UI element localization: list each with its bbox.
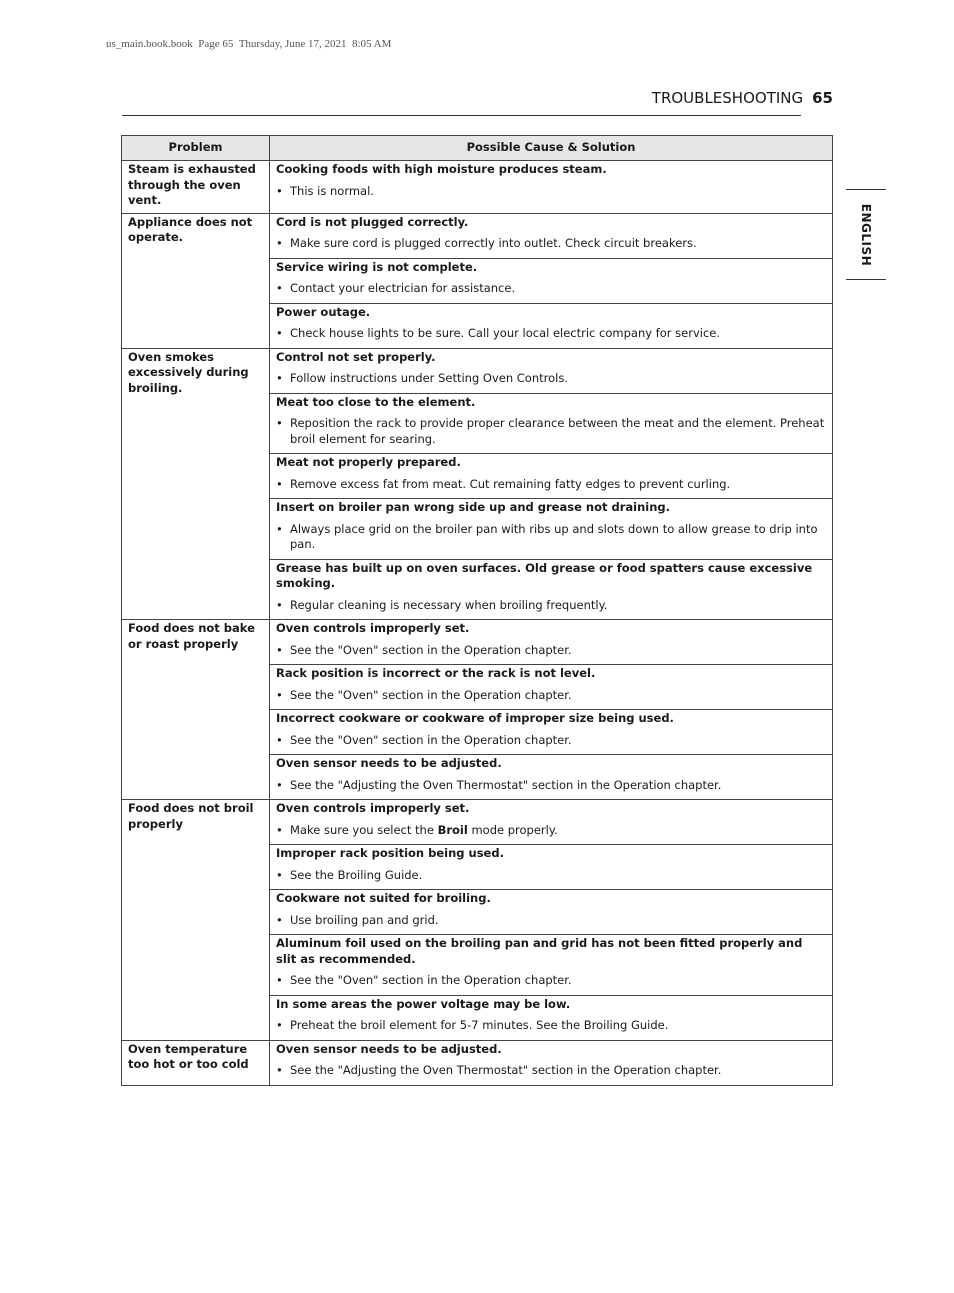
bullet-icon: •	[276, 371, 283, 385]
solution-text: See the Broiling Guide.	[290, 867, 423, 882]
solution-text: mode properly.	[467, 822, 558, 837]
cause-text: Incorrect cookware or cookware of improper size being used.	[276, 711, 674, 725]
bullet-icon: •	[276, 416, 283, 430]
solution-cell	[270, 890, 833, 935]
table-row	[122, 348, 833, 393]
solution-bullet	[276, 598, 826, 614]
solution-cell	[270, 935, 833, 996]
solution-bullet	[276, 281, 826, 297]
cause-text: Meat not properly prepared.	[276, 455, 461, 469]
solution-cell	[270, 800, 833, 845]
page-number: 65	[812, 89, 833, 107]
solution-cell	[270, 995, 833, 1040]
solution-text: Preheat the broil element for 5-7 minutes. See the Broiling Guide.	[290, 1018, 669, 1032]
solution-cell	[270, 559, 833, 620]
table-row	[122, 161, 833, 214]
bullet-icon: •	[276, 777, 283, 792]
bullet-icon: •	[276, 236, 283, 250]
problem-cell: Appliance does not operate.	[122, 213, 270, 348]
solution-bullet	[276, 778, 826, 794]
bullet-icon: •	[276, 732, 283, 747]
bullet-icon: •	[276, 1063, 283, 1077]
solution-text: See the "Adjusting the Oven Thermostat" section in the Operation chapter.	[290, 1063, 722, 1077]
table-row	[122, 800, 833, 845]
solution-cell	[270, 303, 833, 348]
cause-text: Oven sensor needs to be adjusted.	[276, 756, 502, 770]
solution-cell	[270, 348, 833, 393]
cause-text: Oven controls improperly set.	[276, 801, 470, 815]
solution-cell	[270, 620, 833, 665]
bullet-icon: •	[276, 912, 283, 927]
bullet-icon: •	[276, 973, 283, 987]
solution-text: This is normal.	[290, 183, 374, 198]
bullet-icon: •	[276, 281, 283, 295]
solution-bullet	[276, 416, 826, 447]
solution-cell	[270, 665, 833, 710]
solution-text: Contact your electrician for assistance.	[290, 281, 516, 295]
solution-bullet	[276, 868, 826, 884]
solution-text: Regular cleaning is necessary when broiling frequently.	[290, 597, 608, 612]
cause-text: Control not set properly.	[276, 349, 436, 364]
solution-cell	[270, 161, 833, 214]
solution-bullet	[276, 733, 826, 749]
solution-text: Remove excess fat from meat. Cut remaining fatty edges to prevent curling.	[290, 476, 731, 491]
problem-cell: Food does not broil properly	[122, 800, 270, 1041]
solution-text: Check house lights to be sure. Call your local electric company for service.	[290, 326, 721, 340]
solution-bullet	[276, 326, 826, 342]
table-row	[122, 620, 833, 665]
table-header-row	[122, 136, 833, 161]
bullet-icon: •	[276, 1018, 283, 1032]
problem-cell: Food does not bake or roast properly	[122, 620, 270, 800]
bullet-icon: •	[276, 822, 283, 837]
problem-cell: Steam is exhausted through the oven vent.	[122, 161, 270, 214]
solution-text: See the "Oven" section in the Operation chapter.	[290, 732, 572, 747]
cause-text: Grease has built up on oven surfaces. Old grease or food spatters cause excessive smoking.	[276, 560, 813, 590]
cause-text: Aluminum foil used on the broiling pan and grid has not been fitted properly and slit as recommended.	[276, 936, 803, 966]
bullet-icon: •	[276, 597, 283, 612]
column-header-problem: Problem	[122, 136, 270, 161]
solution-bullet	[276, 688, 826, 704]
problem-cell: Oven smokes excessively during broiling.	[122, 348, 270, 620]
solution-bullet	[276, 1063, 826, 1079]
header-text	[652, 89, 833, 107]
solution-text: Follow instructions under Setting Oven Controls.	[290, 371, 568, 385]
bullet-icon: •	[276, 521, 283, 536]
solution-text: See the "Adjusting the Oven Thermostat" section in the Operation chapter.	[290, 777, 722, 792]
column-header-solution: Possible Cause & Solution	[270, 136, 833, 161]
solution-text: See the "Oven" section in the Operation chapter.	[290, 973, 572, 987]
cause-text: Oven controls improperly set.	[276, 621, 470, 635]
solution-bullet	[276, 184, 826, 200]
bullet-icon: •	[276, 867, 283, 882]
solution-bullet	[276, 643, 826, 659]
cause-text: Service wiring is not complete.	[276, 259, 478, 274]
solution-text: Reposition the rack to provide proper clearance between the meat and the element. Preheat broil element for searing.	[290, 416, 825, 446]
book-file-info: us_main.book.book Page 65 Thursday, June 17, 2021 8:05 AM	[106, 38, 392, 50]
section-title: TROUBLESHOOTING	[651, 89, 804, 107]
bullet-icon: •	[276, 642, 283, 657]
cause-text: Oven sensor needs to be adjusted.	[276, 1041, 502, 1056]
table-row	[122, 1040, 833, 1085]
table-row	[122, 213, 833, 258]
cause-text: Improper rack position being used.	[276, 846, 504, 860]
language-label: ENGLISH	[859, 203, 873, 266]
page-header	[122, 89, 833, 116]
header-rule	[122, 115, 801, 116]
solution-bullet	[276, 522, 826, 553]
solution-text: Always place grid on the broiler pan with ribs up and slots down to allow grease to drip into pan.	[290, 521, 818, 551]
solution-cell	[270, 258, 833, 303]
cause-text: Meat too close to the element.	[276, 394, 476, 409]
solution-bullet	[276, 1018, 826, 1034]
solution-text: See the "Oven" section in the Operation chapter.	[290, 687, 572, 702]
solution-emphasis: Broil	[437, 822, 468, 837]
solution-bullet	[276, 823, 826, 839]
solution-bullet	[276, 973, 826, 989]
solution-bullet	[276, 477, 826, 493]
solution-text: Use broiling pan and grid.	[290, 912, 439, 927]
solution-text: Make sure you select the	[290, 822, 438, 837]
problem-cell: Oven temperature too hot or too cold	[122, 1040, 270, 1085]
solution-bullet	[276, 371, 826, 387]
cause-text: Rack position is incorrect or the rack is not level.	[276, 666, 596, 680]
solution-bullet	[276, 913, 826, 929]
solution-text: Make sure cord is plugged correctly into outlet. Check circuit breakers.	[290, 236, 697, 250]
bullet-icon: •	[276, 326, 283, 340]
bullet-icon: •	[276, 183, 283, 198]
solution-cell	[270, 845, 833, 890]
cause-text: Cooking foods with high moisture produces steam.	[276, 162, 607, 176]
solution-cell	[270, 454, 833, 499]
bullet-icon: •	[276, 687, 283, 702]
solution-cell	[270, 710, 833, 755]
solution-cell	[270, 213, 833, 258]
cause-text: Power outage.	[276, 304, 371, 319]
solution-cell	[270, 499, 833, 560]
cause-text: Cord is not plugged correctly.	[276, 214, 469, 229]
cause-text: Insert on broiler pan wrong side up and grease not draining.	[276, 500, 670, 514]
cause-text: Cookware not suited for broiling.	[276, 891, 491, 905]
troubleshooting-table	[121, 135, 833, 1086]
bullet-icon: •	[276, 476, 283, 491]
language-side-tab	[846, 189, 886, 280]
solution-cell	[270, 755, 833, 800]
solution-cell	[270, 393, 833, 454]
solution-text: See the "Oven" section in the Operation chapter.	[290, 642, 572, 657]
solution-bullet	[276, 236, 826, 252]
solution-cell	[270, 1040, 833, 1085]
cause-text: In some areas the power voltage may be low.	[276, 996, 571, 1011]
